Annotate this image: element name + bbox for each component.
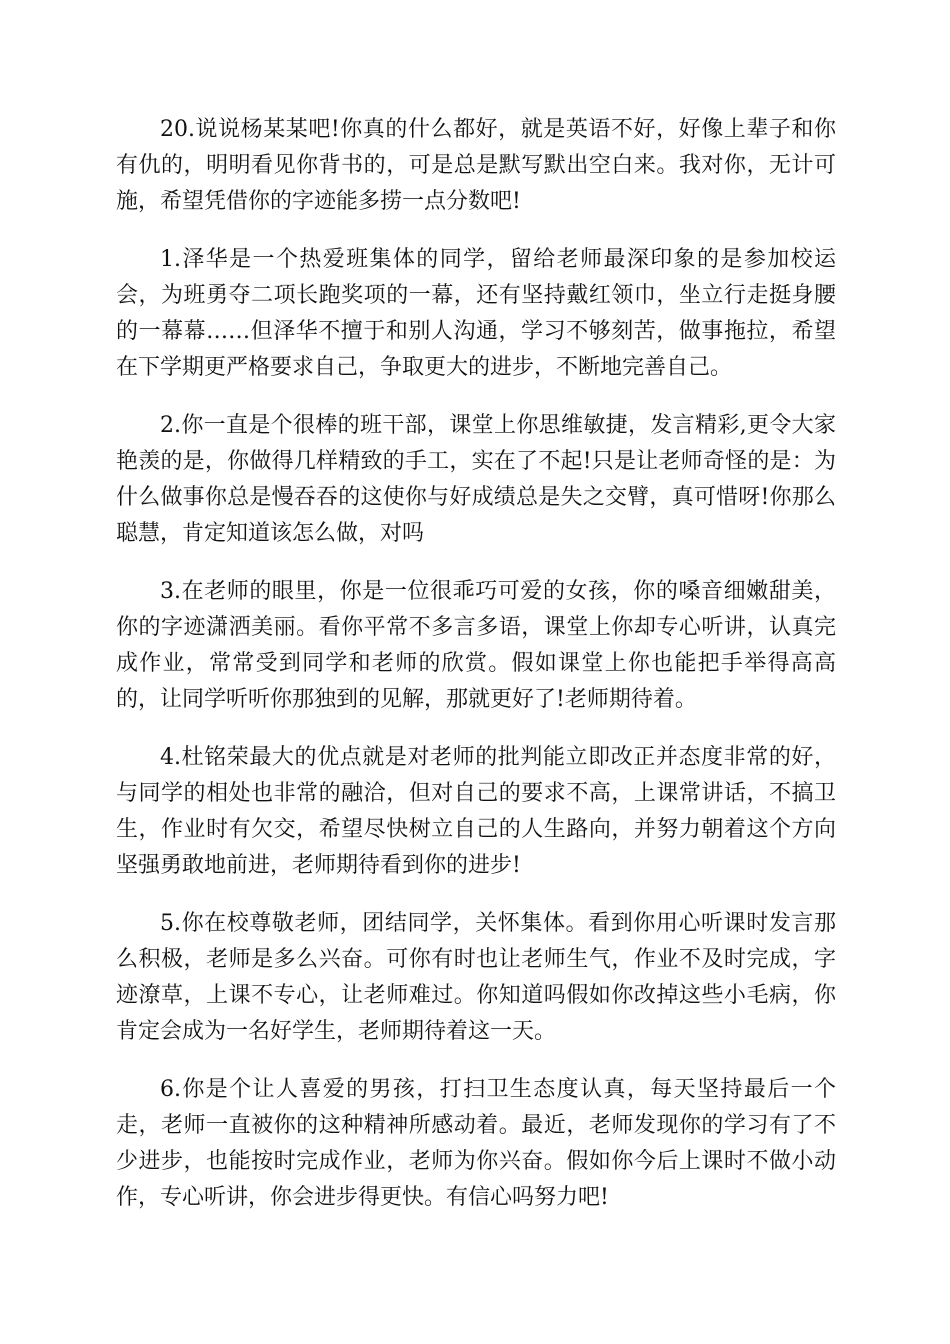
paragraph-2: 2.你一直是个很棒的班干部，课堂上你思维敏捷，发言精彩,更令大家艳羡的是，你做得几样精致的手工，实在了不起!只是让老师奇怪的是：为什么做事你总是慢吞吞的这使你与好成绩总是失之交臂，真可惜呀!你那么聪慧，肯定知道该怎么做，对吗	[116, 413, 836, 546]
paragraph-5: 5.你在校尊敬老师，团结同学，关怀集体。看到你用心听课时发言那么积极，老师是多么兴奋。可你有时也让老师生气，作业不及时完成，字迹潦草，上课不专心，让老师难过。你知道吗假如你改掉这些小毛病，你肯定会成为一名好学生，老师期待着这一天。	[116, 911, 836, 1044]
paragraph-3: 3.在老师的眼里，你是一位很乖巧可爱的女孩，你的嗓音细嫩甜美，你的字迹潇洒美丽。看你平常不多言多语，课堂上你却专心听讲，认真完成作业，常常受到同学和老师的欣赏。假如课堂上你也能把手举得高高的，让同学听听你那独到的见解，那就更好了!老师期待着。	[116, 579, 836, 712]
paragraph-20: 20.说说杨某某吧!你真的什么都好，就是英语不好，好像上辈子和你有仇的，明明看见你背书的，可是总是默写默出空白来。我对你，无计可施，希望凭借你的字迹能多捞一点分数吧!	[116, 117, 836, 214]
paragraph-4: 4.杜铭荣最大的优点就是对老师的批判能立即改正并态度非常的好，与同学的相处也非常的融洽，但对自己的要求不高，上课常讲话，不搞卫生，作业时有欠交，希望尽快树立自己的人生路向，并努力朝着这个方向坚强勇敢地前进，老师期待看到你的进步!	[116, 745, 836, 878]
paragraph-1: 1.泽华是一个热爱班集体的同学，留给老师最深印象的是参加校运会，为班勇夺二项长跑奖项的一幕，还有坚持戴红领巾，坐立行走挺身腰的一幕幕……但泽华不擅于和别人沟通，学习不够刻苦，做事拖拉，希望在下学期更严格要求自己，争取更大的进步，不断地完善自己。	[116, 247, 836, 380]
paragraph-6: 6.你是个让人喜爱的男孩，打扫卫生态度认真，每天坚持最后一个走，老师一直被你的这种精神所感动着。最近，老师发现你的学习有了不少进步，也能按时完成作业，老师为你兴奋。假如你今后上课时不做小动作，专心听讲，你会进步得更快。有信心吗努力吧!	[116, 1077, 836, 1210]
document-body	[116, 112, 836, 1238]
